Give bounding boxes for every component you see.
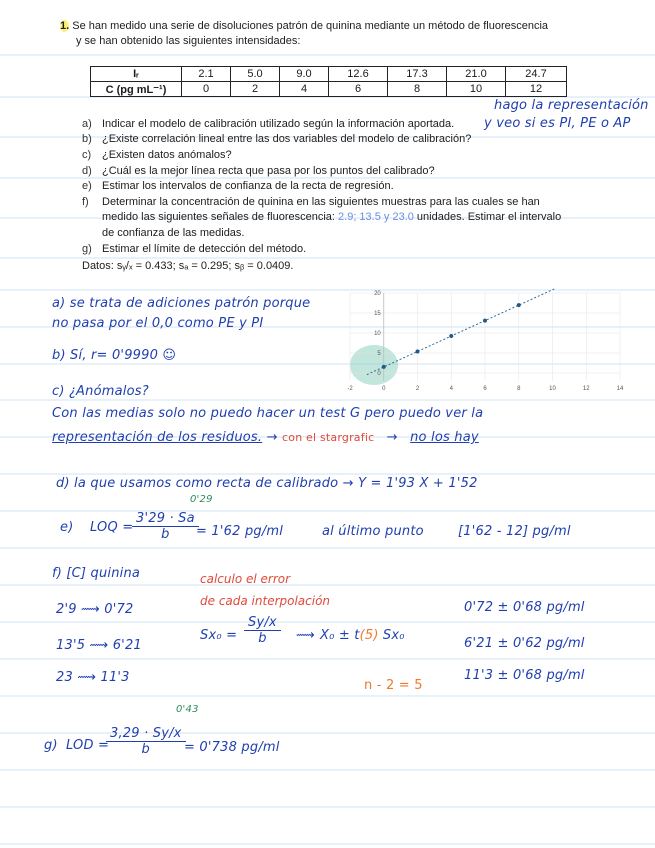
- data-point: [382, 365, 386, 369]
- x-tick-label: 10: [549, 386, 556, 392]
- exercise-number: 1.: [60, 20, 70, 32]
- question-g-letter: g): [82, 243, 92, 255]
- question-e: [82, 180, 394, 192]
- calibration-scatter-chart: [340, 285, 630, 395]
- table-cell: 21.0: [447, 67, 506, 82]
- x-tick-label: 6: [483, 386, 487, 392]
- squiggle-arrow-icon: ⟿: [296, 628, 315, 643]
- table-row-intensity: [91, 67, 567, 82]
- question-f-text-2b: unidades. Estimar el intervalo: [413, 211, 562, 223]
- y-tick-label: 5: [377, 351, 381, 357]
- answer-f-signal: 2'9: [56, 602, 77, 617]
- answer-f-result-3: 11'3 ± 0'68 pg/ml: [464, 668, 585, 683]
- question-c-letter: c): [82, 149, 92, 161]
- answer-f-rhs-a: X₀ ± t: [320, 628, 360, 643]
- answer-c-conclusion: no los hay: [410, 430, 479, 445]
- squiggle-arrow-icon: ⟿: [85, 638, 113, 653]
- table-header-intensity: Iᵣ: [91, 67, 182, 82]
- x-tick-label: 0: [382, 386, 386, 392]
- y-tick-label: 0: [377, 371, 381, 377]
- calibration-table: [90, 66, 567, 97]
- answer-e-label: e): [60, 520, 74, 535]
- answer-g-note: 0'43: [176, 704, 199, 715]
- exercise-statement-line1: [60, 20, 548, 32]
- arrow-icon: →: [386, 430, 398, 445]
- table-row-concentration: [91, 82, 567, 97]
- answer-c-line2: [52, 430, 479, 445]
- answer-f-conc: 0'72: [104, 602, 134, 617]
- question-b: [82, 133, 471, 145]
- answer-e-lhs: LOQ =: [90, 520, 134, 535]
- answer-f-formula-num: Sy/x: [244, 615, 281, 631]
- question-b-text: ¿Existe correlación lineal entre las dos variables del modelo de calibración?: [102, 133, 472, 145]
- table-cell: 9.0: [280, 67, 329, 82]
- x-tick-label: -2: [347, 386, 353, 392]
- table-cell: 12: [506, 82, 567, 97]
- answer-f-title: f) [C] quinina: [52, 566, 141, 581]
- y-tick-label: 20: [374, 291, 381, 297]
- annotation-top-line1: hago la representación: [494, 98, 649, 113]
- answer-g-result: = 0'738 pg/ml: [184, 740, 280, 755]
- table-cell: 10: [447, 82, 506, 97]
- answer-f-degrees-freedom: n - 2 = 5: [364, 678, 423, 693]
- answer-f-conc: 11'3: [100, 670, 130, 685]
- data-point: [449, 334, 453, 338]
- origin-highlight: [350, 345, 398, 385]
- answer-f-result-2: 6'21 ± 0'62 pg/ml: [464, 636, 585, 651]
- data-point: [517, 303, 521, 307]
- answer-f-conc: 6'21: [112, 638, 142, 653]
- question-f-signal-values: 2.9; 13.5 y 23.0: [338, 211, 414, 223]
- squiggle-arrow-icon: ⟿: [72, 670, 101, 685]
- answer-f-red-line1: calculo el error: [200, 572, 291, 586]
- table-cell: 8: [388, 82, 447, 97]
- question-f-line3: de confianza de las medidas.: [102, 227, 245, 239]
- question-f: [82, 196, 540, 208]
- exercise-statement-line2: y se han obtenido las siguientes intensidades:: [76, 35, 301, 47]
- statement-text-1: Se han medido una serie de disoluciones patrón de quinina mediante un método de fluorescencia: [72, 20, 549, 32]
- answer-f-formula-rhs: [320, 628, 405, 643]
- question-a-text: Indicar el modelo de calibración utilizado según la información aportada.: [102, 118, 455, 130]
- table-cell: 0: [182, 82, 231, 97]
- answer-e-numerator: 3'29 · Sa: [132, 511, 199, 527]
- table-header-concentration: C (pg mL⁻¹): [91, 82, 182, 97]
- question-a: [82, 118, 454, 130]
- answer-f-row2: [56, 638, 142, 653]
- answer-f-red-line2: de cada interpolación: [200, 594, 331, 608]
- y-tick-label: 15: [374, 311, 381, 317]
- answer-e-comment: al último punto: [322, 524, 424, 539]
- data-point: [416, 349, 420, 353]
- x-tick-label: 8: [517, 386, 521, 392]
- x-tick-label: 12: [582, 386, 590, 392]
- answer-a-line2: no pasa por el 0,0 como PE y PI: [52, 316, 264, 331]
- answer-f-row3: [56, 670, 130, 685]
- answer-f-formula-den: b: [258, 631, 267, 646]
- annotation-top-line2: y veo si es PI, PE o AP: [484, 116, 631, 131]
- question-b-letter: b): [82, 133, 92, 145]
- datos-line: Datos: sᵧ/ₓ = 0.433; sₐ = 0.295; sᵦ = 0.0409.: [82, 260, 294, 272]
- question-g: [82, 243, 306, 255]
- answer-e-interval: [1'62 - 12] pg/ml: [458, 524, 571, 539]
- answer-a-line1: a) se trata de adiciones patrón porque: [52, 296, 311, 311]
- data-point: [483, 319, 487, 323]
- question-f-line2: [102, 211, 561, 223]
- question-f-text-2a: medido las siguientes señales de fluorescencia:: [102, 211, 339, 223]
- answer-f-row1: [56, 602, 133, 617]
- answer-f-rhs-t: (5): [359, 628, 379, 643]
- table-cell: 24.7: [506, 67, 567, 82]
- table-cell: 2.1: [182, 67, 231, 82]
- question-d-letter: d): [82, 165, 92, 177]
- arrow-icon: →: [266, 430, 278, 445]
- question-f-text-1: Determinar la concentración de quinina en las siguientes muestras para las cuales se han: [102, 196, 540, 208]
- question-e-text: Estimar los intervalos de confianza de la recta de regresión.: [102, 180, 394, 192]
- answer-c-residuals: representación de los residuos.: [52, 430, 263, 445]
- question-e-letter: e): [82, 180, 92, 192]
- table-cell: 17.3: [388, 67, 447, 82]
- answer-f-rhs-b: Sx₀: [378, 628, 405, 643]
- x-tick-label: 14: [616, 386, 624, 392]
- answer-g-numerator: 3,29 · Sy/x: [106, 726, 186, 742]
- table-cell: 6: [329, 82, 388, 97]
- question-d: [82, 165, 435, 177]
- y-tick-label: 10: [374, 331, 381, 337]
- question-f-letter: f): [82, 196, 89, 208]
- table-cell: 2: [231, 82, 280, 97]
- x-tick-label: 2: [415, 386, 420, 392]
- x-tick-label: 4: [449, 386, 453, 392]
- question-a-letter: a): [82, 118, 92, 130]
- answer-g-lhs: LOD =: [66, 738, 110, 753]
- answer-g-denominator: b: [141, 742, 150, 757]
- question-c-text: ¿Existen datos anómalos?: [102, 149, 232, 161]
- answer-c-red-note: con el stargrafic: [282, 431, 375, 444]
- answer-d: d) la que usamos como recta de calibrado → Y = 1'93 X + 1'52: [56, 476, 478, 491]
- answer-f-signal: 13'5: [56, 638, 86, 653]
- answer-f-signal: 23: [56, 670, 73, 685]
- squiggle-arrow-icon: ⟿: [76, 602, 105, 617]
- answer-c-line1: Con las medias solo no puedo hacer un test G pero puedo ver la: [52, 406, 484, 421]
- answer-f-formula-lhs: Sx₀ =: [200, 628, 238, 643]
- answer-g-label: g): [44, 738, 58, 753]
- answer-b: b) Sí, r= 0'9990 ☺: [52, 348, 177, 363]
- answer-f-formula-fraction: [244, 615, 281, 646]
- question-d-text: ¿Cuál es la mejor línea recta que pasa por los puntos del calibrado?: [102, 165, 435, 177]
- answer-f-result-1: 0'72 ± 0'68 pg/ml: [464, 600, 585, 615]
- table-cell: 12.6: [329, 67, 388, 82]
- question-c: [82, 149, 232, 161]
- answer-e-result: = 1'62 pg/ml: [196, 524, 284, 539]
- table-cell: 4: [280, 82, 329, 97]
- table-cell: 5.0: [231, 67, 280, 82]
- answer-e-denominator: b: [161, 527, 170, 542]
- answer-c-title: c) ¿Anómalos?: [52, 384, 149, 399]
- answer-g-fraction: [106, 726, 186, 757]
- answer-e-fraction: [132, 511, 199, 542]
- answer-e-note: 0'29: [190, 494, 213, 505]
- question-g-text: Estimar el límite de detección del método.: [102, 243, 307, 255]
